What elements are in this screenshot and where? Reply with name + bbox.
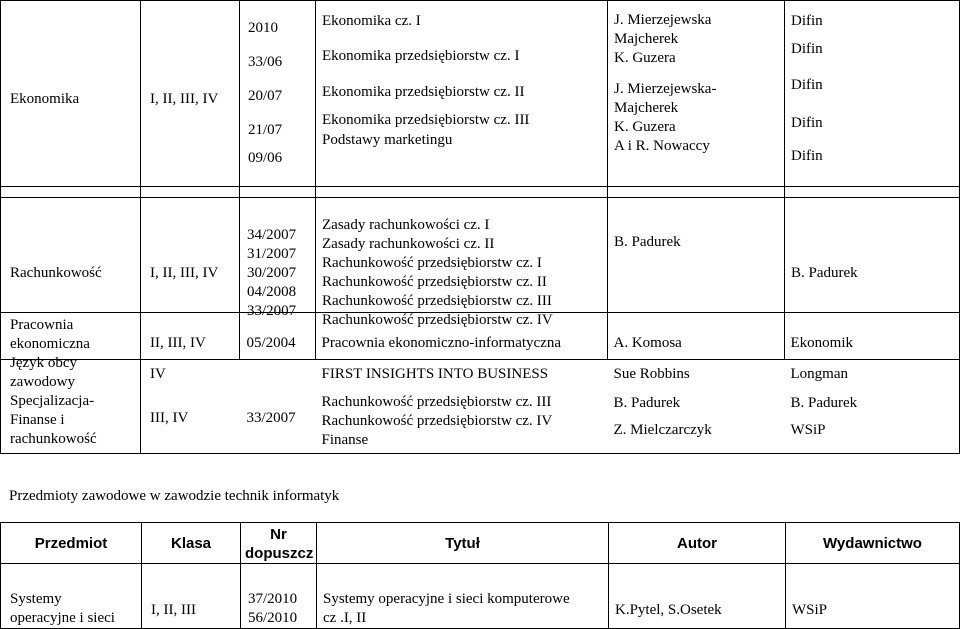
subject-text: Specjalizacja- [10,393,95,409]
number-text: 21/07 [248,122,283,138]
header-number-line: Nr [270,526,287,543]
title-text: Rachunkowość przedsiębiorstw cz. IV [322,312,553,328]
publisher-cell: Longman [790,365,848,382]
number-text: 33/06 [248,54,283,70]
classes-cell: IV [150,365,166,382]
number-text: 04/2008 [247,283,297,300]
author-text: A i R. Nowaccy [614,138,710,154]
title-text: Zasady rachunkowości cz. II [322,236,495,252]
number-text: 20/07 [248,88,283,104]
header-row [1,523,960,564]
author-cell: K.Pytel, S.Osetek [609,564,786,629]
table-row [1,1,960,198]
titles-cell [316,393,608,454]
subject-text: Systemy [10,591,62,607]
publisher-text: Difin [791,41,823,57]
subject-text: Język obcy [10,355,78,371]
author-cell: A. Komosa [613,335,682,351]
authors-cell [608,1,785,198]
title-text: Rachunkowość przedsiębiorstw cz. III [321,394,552,410]
subject-cell [1,564,142,629]
subject-text: Finanse i [10,412,65,428]
author-text: K. Guzera [614,119,676,135]
number-cell: 05/2004 [246,335,296,351]
subject-cell: Rachunkowość [1,187,141,360]
title-text: Rachunkowość przedsiębiorstw cz. I [322,255,542,271]
title-cell [317,564,609,629]
header-author: Autor [609,523,786,564]
publisher-text: B. Padurek [790,395,858,411]
number-cell [240,355,316,393]
subject-cell: Ekonomika [1,1,141,198]
section-heading: Przedmioty zawodowe w zawodzie technik informatyk [9,488,340,504]
publisher-text: Difin [791,148,823,164]
header-number [241,523,317,564]
author-text: J. Mierzejewska- [614,81,717,97]
number-text: 37/2010 [248,591,298,607]
title-text: Finanse [321,432,369,448]
classes-cell: II, III, IV [150,335,206,351]
number-text: 34/2007 [247,226,297,243]
classes-cell: III, IV [150,410,189,426]
author-cell: Sue Robbins [613,365,690,382]
title-text: Rachunkowość przedsiębiorstw cz. III [322,293,552,309]
publishers-cell [785,1,960,198]
number-text: 33/2007 [247,302,297,319]
title-text: Ekonomika cz. I [322,13,421,29]
classes-cell: I, II, III, IV [141,1,240,198]
title-text: Systemy operacyjne i sieci komputerowe [323,591,570,607]
header-subject: Przedmiot [1,523,142,564]
number-cell: 33/2007 [246,410,296,426]
number-text: 30/2007 [247,264,297,281]
title-text: Zasady rachunkowości cz. I [322,217,490,233]
title-text: Ekonomika przedsiębiorstw cz. III [322,112,530,128]
table-row [1,393,960,454]
author-cell: B. Padurek [608,187,785,360]
ekonomika-table [0,0,960,198]
header-publisher: Wydawnictwo [786,523,960,564]
publishers-cell [785,393,960,454]
title-cell: Pracownia ekonomiczno-informatyczna [321,335,561,351]
header-class: Klasa [142,523,241,564]
classes-cell: I, II, III, IV [141,187,240,360]
subject-text: zawodowy [10,374,75,390]
authors-cell [608,393,785,454]
subject-text: operacyjne i sieci [10,610,115,626]
author-text: K. Guzera [614,50,676,66]
author-text: B. Padurek [613,395,681,411]
titles-cell [316,1,608,198]
number-text: 56/2010 [248,610,298,626]
table-row [1,313,960,356]
author-text: Majcherek [614,100,679,116]
subject-text: Pracownia [10,317,74,333]
title-text: cz .I, II [323,610,367,626]
title-text: Rachunkowość przedsiębiorstw cz. IV [321,413,553,429]
title-text: Ekonomika przedsiębiorstw cz. II [322,84,525,100]
numbers-cell [240,1,316,198]
publisher-text: WSiP [790,422,826,438]
number-text: 2010 [248,20,278,36]
title-text: Ekonomika przedsiębiorstw cz. I [322,48,520,64]
classes-cell: I, II, III [142,564,241,629]
subject-text: ekonomiczna [10,336,90,352]
number-text: 31/2007 [247,245,297,262]
table-row [1,564,960,629]
publisher-cell: Ekonomik [790,335,853,351]
author-text: Majcherek [614,31,679,47]
author-text: J. Mierzejewska [614,12,712,28]
publisher-text: Difin [791,77,823,93]
publisher-cell: WSiP [786,564,960,629]
specialization-table [0,312,960,454]
publisher-cell: B. Padurek [785,187,960,360]
technik-informatyk-table [0,522,960,629]
header-number-line: dopuszcz [245,545,314,562]
number-text: 09/06 [248,150,283,166]
subject-text: rachunkowość [10,431,97,447]
title-cell: FIRST INSIGHTS INTO BUSINESS [321,365,549,382]
subjects-cell [1,313,141,454]
publisher-text: Difin [791,115,823,131]
title-text: Rachunkowość przedsiębiorstw cz. II [322,274,547,290]
publisher-text: Difin [791,13,823,29]
numbers-cell [241,564,317,629]
author-text: Z. Mielczarczyk [613,422,712,438]
title-text: Podstawy marketingu [322,132,453,148]
header-title: Tytuł [317,523,609,564]
